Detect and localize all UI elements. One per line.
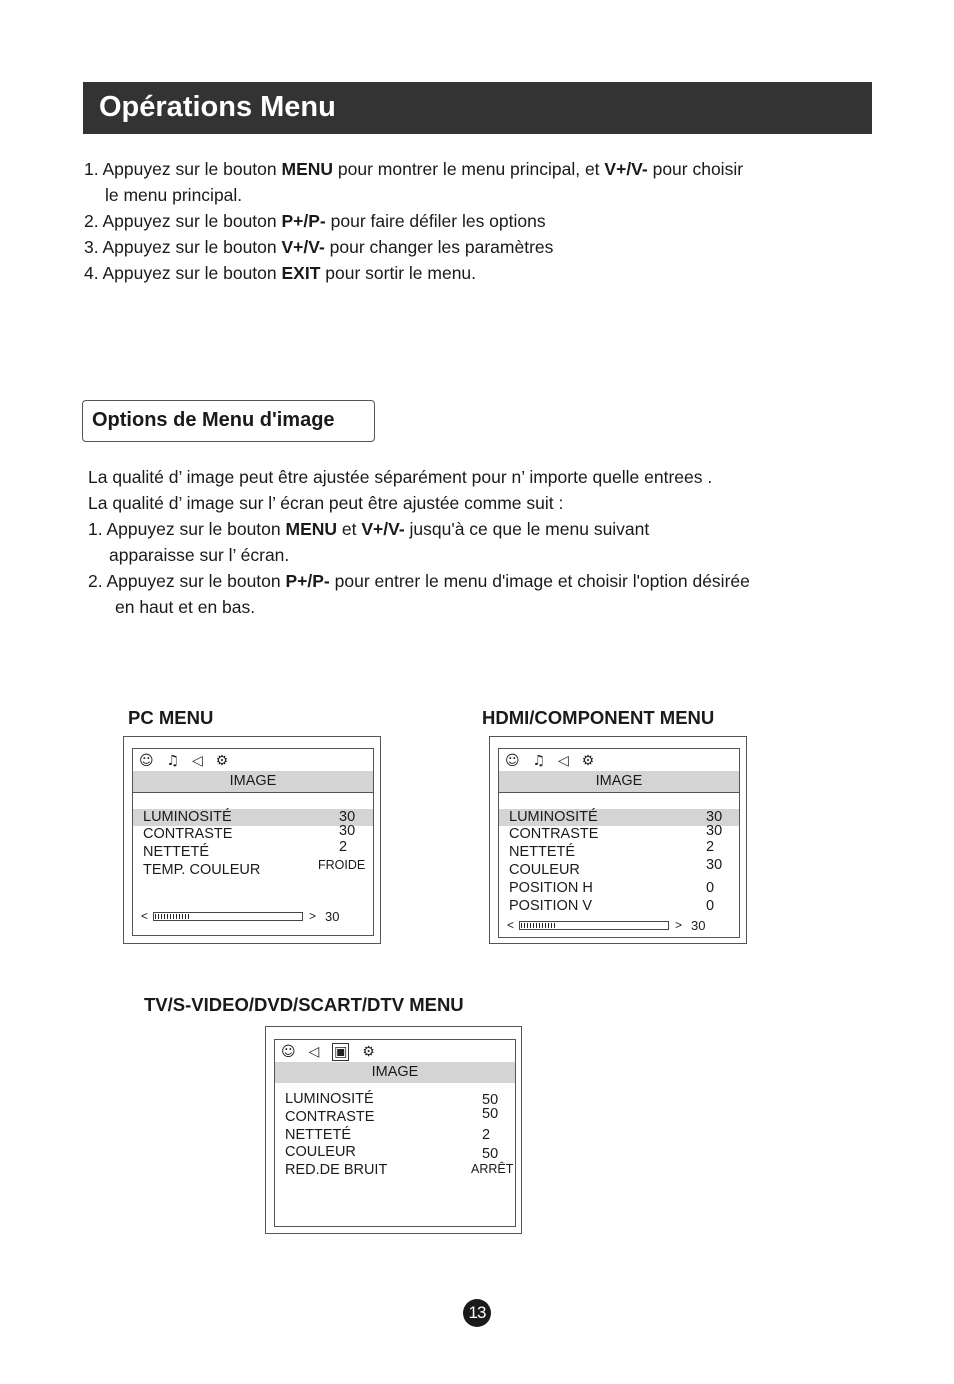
pc-menu-title: PC MENU (128, 707, 214, 728)
tv-menu-row-luminosite[interactable] (275, 1091, 515, 1108)
tv-menu-row-nettete[interactable] (275, 1127, 515, 1144)
tv-menu-row-contraste[interactable] (275, 1106, 515, 1126)
row-label: POSITION H (509, 880, 593, 896)
section-step-2: 2. Appuyez sur le bouton P+/P- pour entrer le menu d'image et choisir l'option désirée (88, 571, 750, 591)
hdmi-menu-title: HDMI/COMPONENT MENU (482, 707, 715, 728)
slider-fill (521, 923, 557, 928)
row-value: 2 (339, 839, 348, 855)
tv-icon: ▣ (334, 1044, 348, 1060)
sound-icon: ♫ (166, 753, 180, 769)
pc-menu-row-temp-couleur[interactable] (133, 858, 373, 879)
hdmi-menu-row-luminosite[interactable] (499, 809, 739, 826)
section-step-1b: apparaisse sur l’ écran. (109, 545, 290, 565)
row-value: 2 (482, 1127, 491, 1143)
hdmi-menu-icon-bar (499, 749, 739, 772)
section-paragraph-1: La qualité d’ image peut être ajustée séparément pour n’ importe quelle entrees . (88, 467, 713, 487)
pc-menu-row-luminosite[interactable] (133, 809, 373, 826)
slider-track[interactable] (153, 912, 303, 921)
hdmi-menu-row-position-v[interactable] (499, 898, 739, 915)
row-value: 50 (482, 1106, 499, 1122)
row-value: 30 (339, 823, 356, 839)
intro-line-3: 3. Appuyez sur le bouton V+/V- pour changer les paramètres (84, 237, 554, 257)
tv-menu-icon-bar (275, 1040, 515, 1063)
row-value: 0 (706, 898, 715, 914)
hdmi-menu-row-couleur[interactable] (499, 857, 739, 879)
sound-icon: ♫ (532, 753, 546, 769)
row-value: 0 (706, 880, 715, 896)
hdmi-menu-row-position-h[interactable] (499, 880, 739, 897)
speaker-icon: ◁ (557, 753, 569, 769)
row-label: LUMINOSITÉ (509, 809, 598, 825)
hdmi-menu-divider (499, 792, 739, 793)
tv-menu-title: TV/S-VIDEO/DVD/SCART/DTV MENU (144, 994, 464, 1015)
section-body (88, 464, 888, 620)
hdmi-menu-header: IMAGE (499, 771, 739, 792)
tv-menu-panel (265, 1026, 522, 1234)
slider-value: 30 (325, 909, 340, 924)
picture-icon: ☺ (139, 753, 154, 769)
pc-menu-divider (133, 792, 373, 793)
row-value: 50 (482, 1092, 499, 1108)
slider-value: 30 (691, 918, 706, 933)
row-label: NETTETÉ (143, 844, 210, 860)
row-value: 30 (706, 857, 723, 873)
function-icon: ⚙ (215, 753, 229, 769)
tv-menu-header: IMAGE (275, 1062, 515, 1083)
pc-menu-icon-bar (133, 749, 373, 772)
row-value: 50 (482, 1146, 499, 1162)
row-label: COULEUR (285, 1144, 356, 1160)
row-label: NETTETÉ (509, 844, 576, 860)
function-icon: ⚙ (362, 1044, 375, 1060)
section-title: Options de Menu d'image (82, 400, 375, 442)
hdmi-menu-row-nettete[interactable] (499, 839, 739, 861)
row-value: 30 (339, 809, 356, 825)
pc-menu-screen (132, 748, 374, 936)
pc-menu-header: IMAGE (133, 771, 373, 792)
section-paragraph-2: La qualité d’ image sur l’ écran peut être ajustée comme suit : (88, 493, 564, 513)
tv-menu-row-couleur[interactable] (275, 1144, 515, 1161)
row-label: COULEUR (509, 862, 580, 878)
pc-menu-row-contraste[interactable] (133, 823, 373, 843)
slider-right-arrow-icon[interactable]: > (675, 918, 683, 932)
row-label: NETTETÉ (285, 1127, 352, 1143)
picture-icon: ☺ (505, 753, 520, 769)
hdmi-menu-row-contraste[interactable] (499, 823, 739, 843)
hdmi-menu-screen (498, 748, 740, 938)
row-label: CONTRASTE (285, 1109, 375, 1125)
row-value: 30 (706, 809, 723, 825)
row-label: LUMINOSITÉ (143, 809, 232, 825)
intro-line-1b: le menu principal. (105, 185, 243, 205)
pc-menu-slider[interactable] (141, 910, 371, 924)
speaker-icon: ◁ (308, 1044, 320, 1060)
page-title: Opérations Menu (83, 82, 872, 134)
intro-line-4: 4. Appuyez sur le bouton EXIT pour sortir le menu. (84, 263, 477, 283)
intro-instructions (84, 156, 884, 286)
row-value: ARRÊT (471, 1162, 514, 1176)
intro-line-1: 1. Appuyez sur le bouton MENU pour montrer le menu principal, et V+/V- pour choisir (84, 159, 744, 179)
slider-left-arrow-icon[interactable]: < (507, 918, 515, 932)
hdmi-menu-slider[interactable] (507, 919, 737, 933)
row-label: TEMP. COULEUR (143, 862, 261, 878)
section-step-2b: en haut et en bas. (115, 597, 256, 617)
slider-track[interactable] (519, 921, 669, 930)
row-label: CONTRASTE (509, 826, 599, 842)
page-number: 13 (463, 1299, 491, 1327)
row-label: RED.DE BRUIT (285, 1162, 388, 1178)
slider-left-arrow-icon[interactable]: < (141, 909, 149, 923)
slider-fill (155, 914, 191, 919)
speaker-icon: ◁ (191, 753, 203, 769)
section-step-1: 1. Appuyez sur le bouton MENU et V+/V- jusqu'à ce que le menu suivant (88, 519, 650, 539)
row-label: CONTRASTE (143, 826, 233, 842)
row-label: LUMINOSITÉ (285, 1091, 374, 1107)
hdmi-menu-panel (489, 736, 747, 944)
intro-line-2: 2. Appuyez sur le bouton P+/P- pour faire défiler les options (84, 211, 546, 231)
tv-menu-row-red-de-bruit[interactable] (275, 1162, 515, 1179)
function-icon: ⚙ (581, 753, 595, 769)
row-value: 30 (706, 823, 723, 839)
slider-right-arrow-icon[interactable]: > (309, 909, 317, 923)
pc-menu-panel (123, 736, 381, 944)
row-value: FROIDE (318, 858, 366, 872)
row-value: 2 (706, 839, 715, 855)
tv-menu-screen (274, 1039, 516, 1227)
row-label: POSITION V (509, 898, 592, 914)
picture-icon: ☺ (281, 1044, 296, 1060)
